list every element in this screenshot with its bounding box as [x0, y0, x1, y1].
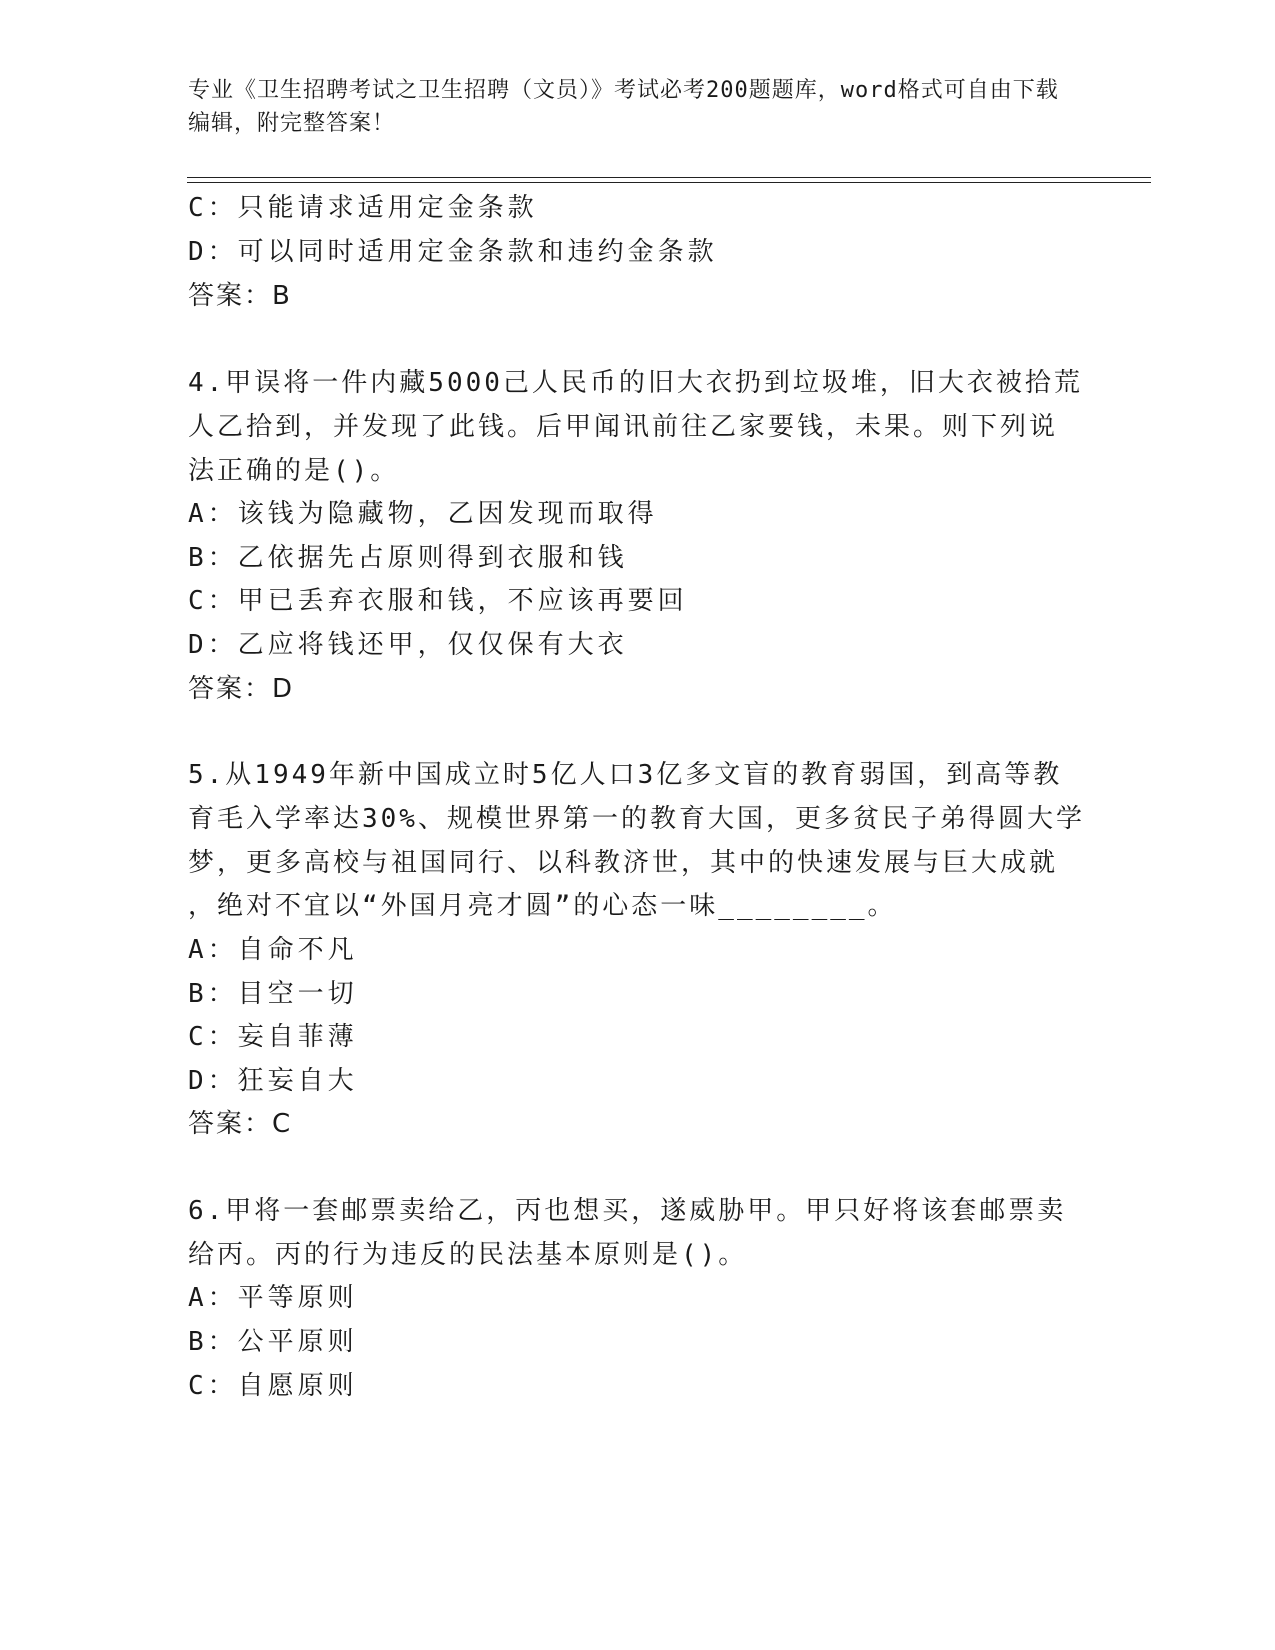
question-4-option-b: B：乙依据先占原则得到衣服和钱: [188, 543, 628, 573]
question-5-stem-line-1: 5.从1949年新中国成立时5亿人口3亿多文盲的教育弱国，到高等教: [188, 760, 1063, 790]
question-4-answer: 答案：D: [188, 674, 295, 704]
question-6-option-c: C：自愿原则: [188, 1371, 358, 1401]
question-5-stem-line-3: 梦，更多高校与祖国同行、以科教济世，其中的快速发展与巨大成就: [188, 848, 1059, 878]
question-5-stem-line-2: 育毛入学率达30%、规模世界第一的教育大国，更多贫民子弟得圆大学: [188, 804, 1085, 834]
answer-line: 答案：B: [188, 281, 292, 311]
question-6-stem-line-1: 6.甲将一套邮票卖给乙，丙也想买，遂威胁甲。甲只好将该套邮票卖: [188, 1196, 1067, 1226]
document-header: 专业《卫生招聘考试之卫生招聘（文员）》考试必考200题题库，word格式可自由下载编辑，附完整答案！: [188, 78, 1059, 136]
question-5-option-c: C：妄自菲薄: [188, 1022, 358, 1052]
header-rule-top: [187, 177, 1151, 178]
question-5-option-d: D：狂妄自大: [188, 1066, 358, 1096]
question-4-option-d: D：乙应将钱还甲，仅仅保有大衣: [188, 630, 628, 660]
question-5-stem-line-4: ，绝对不宜以“外国月亮才圆”的心态一味________。: [188, 891, 897, 921]
question-4-stem-line-3: 法正确的是()。: [188, 456, 400, 486]
question-4-stem-line-2: 人乙拾到，并发现了此钱。后甲闻讯前往乙家要钱，未果。则下列说: [188, 412, 1059, 442]
question-5-answer: 答案：C: [188, 1109, 293, 1139]
header-rule-bottom: [187, 182, 1151, 183]
question-6-option-b: B：公平原则: [188, 1327, 358, 1357]
option-d: D：可以同时适用定金条款和违约金条款: [188, 237, 718, 267]
question-6-option-a: A：平等原则: [188, 1283, 358, 1313]
question-5-option-a: A：自命不凡: [188, 935, 358, 965]
question-5-option-b: B：目空一切: [188, 979, 358, 1009]
option-c: C：只能请求适用定金条款: [188, 193, 538, 223]
question-4-option-c: C：甲已丢弃衣服和钱，不应该再要回: [188, 586, 688, 616]
question-4-stem-line-1: 4.甲误将一件内藏5000己人民币的旧大衣扔到垃圾堆，旧大衣被拾荒: [188, 368, 1083, 398]
question-4-option-a: A：该钱为隐藏物，乙因发现而取得: [188, 499, 658, 529]
question-6-stem-line-2: 给丙。丙的行为违反的民法基本原则是()。: [188, 1240, 748, 1270]
